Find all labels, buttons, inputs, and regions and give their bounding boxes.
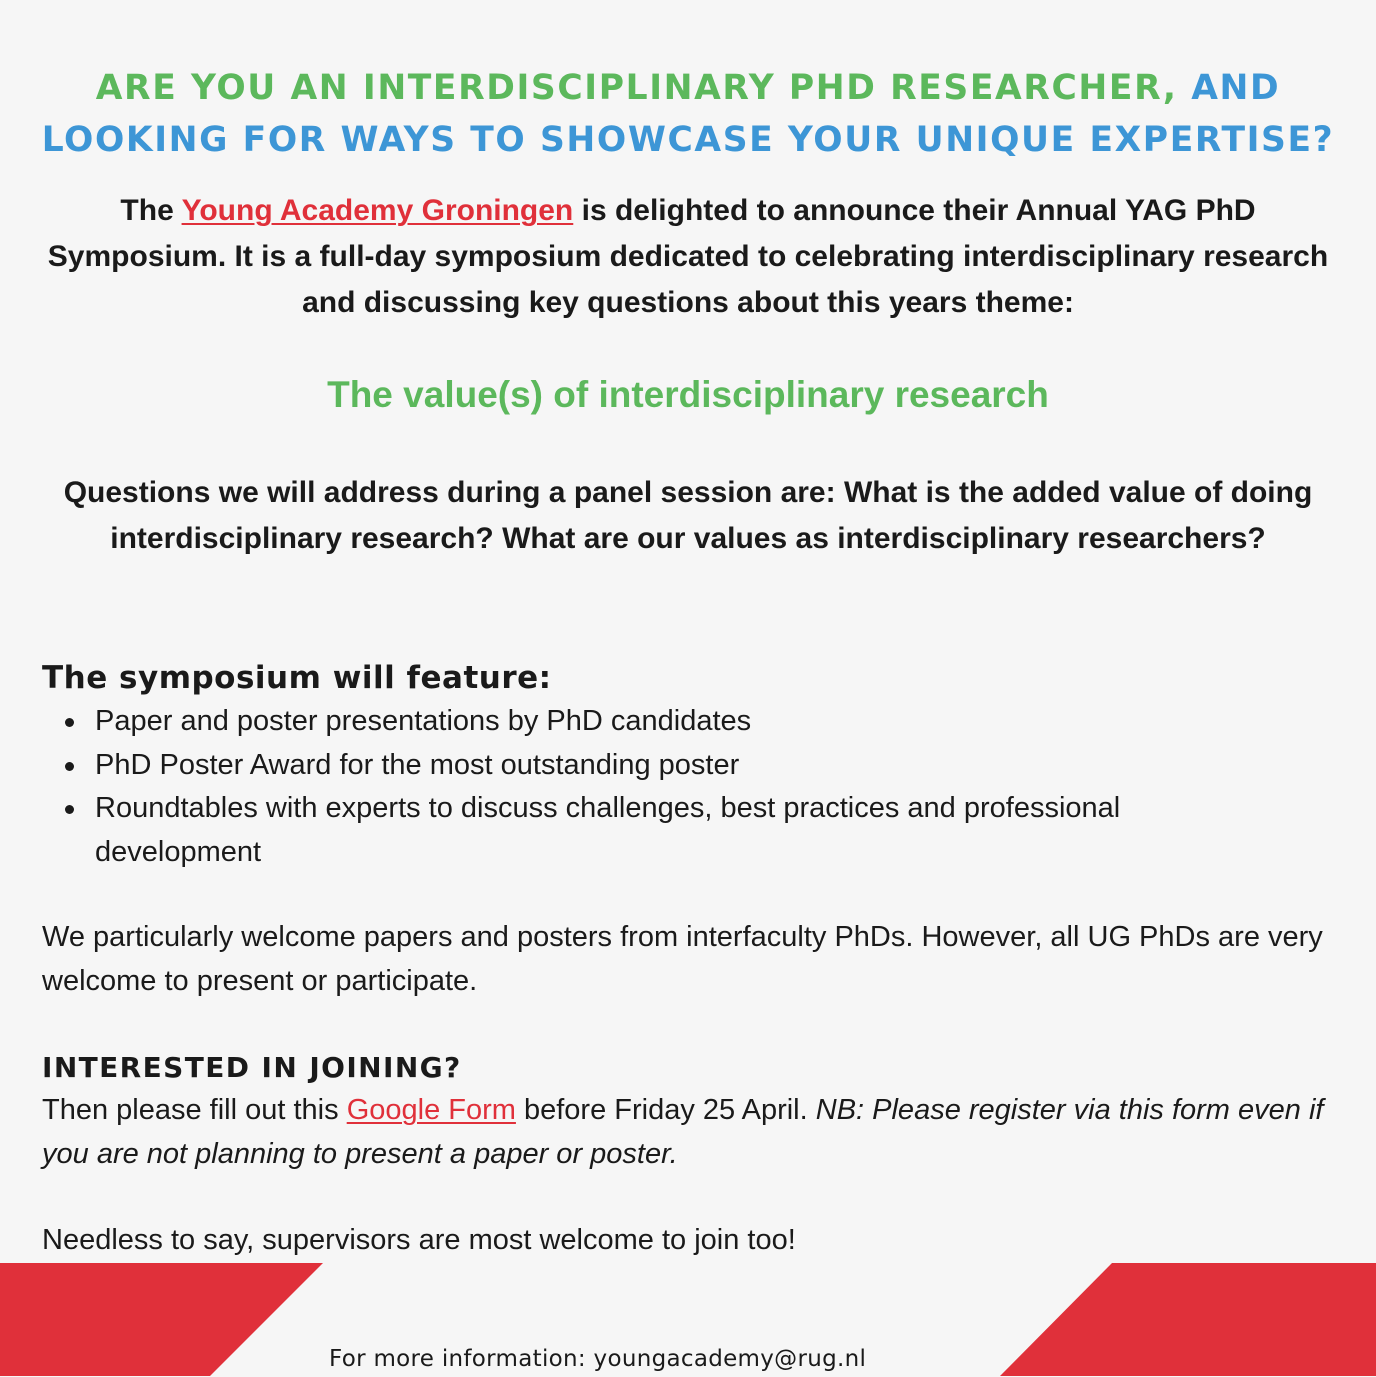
list-item-text: Paper and poster presentations by PhD candidates — [95, 705, 752, 737]
join-note: NB: Please register via this form even if you are not planning to present a paper or poster. — [42, 1094, 1324, 1170]
intro-suffix: is delighted to announce their Annual YAG PhD Symposium. It is a full-day symposium dedicated to celebrating interdisciplinary research and discussing key questions about this years theme: — [47, 194, 1329, 319]
young-academy-link[interactable]: Young Academy Groningen — [181, 194, 574, 227]
panel-questions: Questions we will address during a panel session are: What is the added value of doing interdisciplinary research? What are our values as interdisciplinary researchers? — [63, 476, 1313, 555]
google-form-link[interactable]: Google Form — [346, 1094, 516, 1126]
right-red-shape — [1000, 1263, 1376, 1376]
join-heading: INTERESTED IN JOINING? — [42, 1051, 462, 1084]
welcome-paragraph: We particularly welcome papers and posters from interfaculty PhDs. However, all UG PhDs are very welcome to present or participate. — [42, 921, 1323, 997]
intro-prefix: The — [120, 194, 174, 227]
theme-title: The value(s) of interdisciplinary research — [327, 374, 1049, 415]
list-item-text: PhD Poster Award for the most outstanding poster — [95, 748, 740, 781]
features-heading: The symposium will feature: — [42, 660, 552, 696]
list-item-text: Roundtables with experts to discuss challenges, best practices and professional development — [95, 792, 1121, 868]
headline-green-part: ARE YOU AN INTERDISCIPLINARY PHD RESEARCHER, — [95, 68, 1178, 108]
headline-blue-part: AND — [1191, 68, 1281, 108]
footer-contact: For more information: youngacademy@rug.nl — [329, 1346, 867, 1372]
headline-second-line: LOOKING FOR WAYS TO SHOWCASE YOUR UNIQUE EXPERTISE? — [41, 120, 1335, 160]
left-red-shape — [0, 1263, 323, 1376]
join-deadline: before Friday 25 April. — [523, 1094, 808, 1126]
join-prefix: Then please fill out this — [42, 1094, 339, 1126]
supervisors-note: Needless to say, supervisors are most welcome to join too! — [42, 1224, 796, 1256]
